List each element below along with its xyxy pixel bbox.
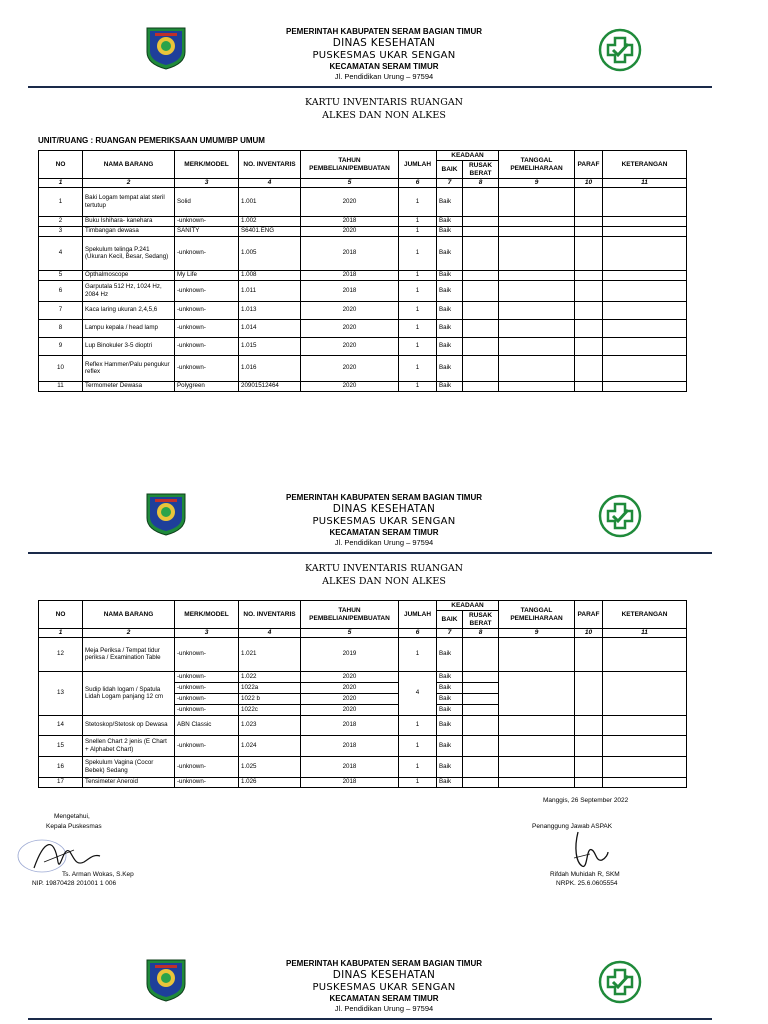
cell-merk: -unknown- [175,319,239,337]
cell-rusak [463,381,499,391]
table-row [39,756,687,777]
cell-no: 5 [39,270,83,280]
cell-keterangan [603,337,687,355]
cell-jumlah: 1 [399,301,437,319]
cell-baik: Baik [437,735,463,756]
right-signature [566,828,610,872]
cell-baik: Baik [437,270,463,280]
cell-nama: Lampu kepala / head lamp [83,319,175,337]
cell-baik: Baik [437,355,463,381]
table-row [39,270,687,280]
cell-keterangan [603,301,687,319]
cell-baik: Baik [437,756,463,777]
cell-nama: Snellen Chart 2 jenis (E Chart + Alphabet Chart) [83,735,175,756]
cell-no: 14 [39,715,83,735]
cell-no: 12 [39,637,83,671]
health-cross-icon [598,960,642,1004]
cell-merk: -unknown- [175,280,239,301]
header-rule [28,86,712,88]
cell-merk: ABN Classic [175,715,239,735]
col-tahun: TAHUN PEMBELIAN/PEMBUATAN [301,151,399,179]
health-cross-icon [598,28,642,72]
cell-tanggal [499,280,575,301]
cell-jumlah: 1 [399,337,437,355]
puskesmas-name: PUSKESMAS UKAR SENGAN [312,50,456,61]
cell-inventaris: 1.016 [239,355,301,381]
cell-tahun: 2020 [301,337,399,355]
column-number-row: 1 2 3 4 5 6 7 8 9 10 11 [39,179,687,188]
cell-paraf [575,735,603,756]
cell-tahun: 2018 [301,735,399,756]
table-row [39,777,687,787]
cell-tahun: 2020 [301,301,399,319]
district-name: KECAMATAN SERAM TIMUR [329,528,439,537]
cell-paraf [575,280,603,301]
dept-name: DINAS KESEHATAN [332,503,436,515]
col-keadaan: KEADAAN [437,601,499,611]
cell-keterangan [603,216,687,226]
right-sign-name: Rifdah Muhidah R, SKM [550,871,620,878]
cell-tahun: 2020 [301,682,399,693]
cell-tahun: 2018 [301,216,399,226]
cell-paraf [575,355,603,381]
cell-paraf [575,216,603,226]
table-row [39,319,687,337]
cell-nama: Spekulum Vagina (Cocor Bebek) Sedang [83,756,175,777]
cell-nama: Spekulum telinga P.241 (Ukuran Kecil, Besar, Sedang) [83,236,175,270]
cell-tahun: 2020 [301,381,399,391]
gov-name: PEMERINTAH KABUPATEN SERAM BAGIAN TIMUR [286,27,482,36]
cell-inventaris: 1.005 [239,236,301,270]
cell-keterangan [603,756,687,777]
cell-nama: Reflex Hammer/Palu pengukur reflex [83,355,175,381]
cell-jumlah: 1 [399,777,437,787]
cell-no: 2 [39,216,83,226]
col-inventaris: NO. INVENTARIS [239,151,301,179]
cell-keterangan [603,777,687,787]
cell-no: 15 [39,735,83,756]
table-row [39,236,687,270]
cell-inventaris: 20901512464 [239,381,301,391]
cell-tanggal [499,777,575,787]
cell-tanggal [499,216,575,226]
cell-merk: -unknown- [175,735,239,756]
cell-inventaris: 1.002 [239,216,301,226]
header-rule [28,552,712,554]
cell-inventaris: 1.024 [239,735,301,756]
cell-jumlah: 1 [399,226,437,236]
cell-nama: Opthalmoscope [83,270,175,280]
cell-no: 4 [39,236,83,270]
cell-no: 13 [39,671,83,715]
cell-inventaris: 1.026 [239,777,301,787]
cell-baik: Baik [437,637,463,671]
table-row [39,381,687,391]
cell-inventaris: S6401.ENG [239,226,301,236]
cell-paraf [575,187,603,216]
cell-tahun: 2018 [301,756,399,777]
cell-tahun: 2020 [301,693,399,704]
gov-name: PEMERINTAH KABUPATEN SERAM BAGIAN TIMUR [286,493,482,502]
cell-nama: Lup Binokuler 3-5 dioptri [83,337,175,355]
cell-tahun: 2020 [301,319,399,337]
cell-tahun: 2020 [301,226,399,236]
puskesmas-name: PUSKESMAS UKAR SENGAN [312,516,456,527]
cell-tanggal [499,337,575,355]
right-sign-nip: NRPK. 25.6.0605554 [556,880,618,887]
table-row [39,280,687,301]
cell-jumlah: 1 [399,735,437,756]
cell-keterangan [603,270,687,280]
cell-inventaris: 1.008 [239,270,301,280]
col-nama: NAMA BARANG [83,151,175,179]
cell-keterangan [603,319,687,337]
cell-baik: Baik [437,187,463,216]
card-title-line2: ALKES DAN NON ALKES [322,576,446,587]
cell-paraf [575,715,603,735]
cell-jumlah: 4 [399,671,437,715]
cell-nama: Baki Logam tempat alat steril tertutup [83,187,175,216]
cell-rusak [463,236,499,270]
cell-no: 11 [39,381,83,391]
cell-rusak [463,756,499,777]
cell-tanggal [499,756,575,777]
col-merk: MERK/MODEL [175,601,239,629]
cell-merk: Solid [175,187,239,216]
cell-rusak [463,319,499,337]
cell-merk: -unknown- [175,637,239,671]
cell-rusak [463,187,499,216]
inventory-page-2 [0,466,768,887]
cell-nama: Meja Periksa / Tempat tidur periksa / Examination Table [83,637,175,671]
cell-tanggal [499,187,575,216]
cell-paraf [575,637,603,671]
cell-nama: Tensimeter Aneroid [83,777,175,787]
cell-rusak [463,270,499,280]
cell-paraf [575,319,603,337]
table-row [39,337,687,355]
col-baik: BAIK [437,161,463,179]
cell-rusak [463,682,499,693]
address: Jl. Pendidikan Urung – 97594 [334,1004,434,1013]
cell-rusak [463,715,499,735]
column-number-row: 1 2 3 4 5 6 7 8 9 10 11 [39,629,687,638]
cell-nama: Buku Ishihara- kanehara [83,216,175,226]
cell-tahun: 2020 [301,671,399,682]
cell-no: 17 [39,777,83,787]
cell-no: 1 [39,187,83,216]
cell-merk: SANITY [175,226,239,236]
cell-merk: -unknown- [175,236,239,270]
cell-paraf [575,381,603,391]
table-row [39,637,687,671]
table-row [39,671,687,682]
cell-inventaris: 1.021 [239,637,301,671]
card-title-line1: KARTU INVENTARIS RUANGAN [304,97,463,108]
cell-inventaris: 1.011 [239,280,301,301]
cell-merk: -unknown- [175,704,239,715]
cell-merk: -unknown- [175,301,239,319]
inventory-table [38,600,687,788]
cell-rusak [463,280,499,301]
cell-keterangan [603,280,687,301]
col-jumlah: JUMLAH [399,601,437,629]
cell-no: 10 [39,355,83,381]
cell-paraf [575,270,603,280]
address: Jl. Pendidikan Urung – 97594 [334,72,434,81]
cell-keterangan [603,671,687,715]
col-inventaris: NO. INVENTARIS [239,601,301,629]
unit-room: UNIT/RUANG : RUANGAN PEMERIKSAAN UMUM/BP UMUM [38,136,265,145]
cell-rusak [463,671,499,682]
cell-baik: Baik [437,693,463,704]
cell-tanggal [499,236,575,270]
left-sign-label1: Mengetahui, [54,813,90,820]
cell-no: 3 [39,226,83,236]
cell-keterangan [603,355,687,381]
cell-keterangan [603,735,687,756]
dept-name: DINAS KESEHATAN [332,37,436,49]
cell-nama: Stetoskop/Stetosk op Dewasa [83,715,175,735]
cell-tahun: 2018 [301,280,399,301]
cell-jumlah: 1 [399,381,437,391]
cell-nama: Termometer Dewasa [83,381,175,391]
cell-tahun: 2019 [301,637,399,671]
letterhead [0,932,768,1020]
inventory-page-3 [0,932,768,1020]
col-merk: MERK/MODEL [175,151,239,179]
cell-jumlah: 1 [399,270,437,280]
address: Jl. Pendidikan Urung – 97594 [334,538,434,547]
cell-rusak [463,693,499,704]
cell-paraf [575,236,603,270]
cell-keterangan [603,381,687,391]
cell-paraf [575,301,603,319]
cell-jumlah: 1 [399,319,437,337]
table-row [39,216,687,226]
cell-rusak [463,216,499,226]
district-name: KECAMATAN SERAM TIMUR [329,994,439,1003]
cell-keterangan [603,637,687,671]
inventory-page-1 [0,0,768,392]
cell-merk: -unknown- [175,216,239,226]
cell-rusak [463,355,499,381]
cell-inventaris: 1.014 [239,319,301,337]
cell-baik: Baik [437,236,463,270]
cell-rusak [463,704,499,715]
cell-keterangan [603,226,687,236]
card-title [0,562,768,588]
cell-tanggal [499,270,575,280]
cell-tahun: 2018 [301,270,399,280]
gov-name: PEMERINTAH KABUPATEN SERAM BAGIAN TIMUR [286,959,482,968]
inventory-table [38,150,687,392]
card-title-line2: ALKES DAN NON ALKES [322,110,446,121]
left-sign-label2: Kepala Puskesmas [46,823,102,830]
cell-baik: Baik [437,337,463,355]
cell-baik: Baik [437,704,463,715]
cell-no: 6 [39,280,83,301]
cell-tahun: 2018 [301,236,399,270]
cell-tanggal [499,715,575,735]
cell-rusak [463,777,499,787]
cell-tahun: 2018 [301,715,399,735]
cell-baik: Baik [437,777,463,787]
cell-rusak [463,337,499,355]
cell-tanggal [499,381,575,391]
col-keterangan: KETERANGAN [603,151,687,179]
cell-nama: Kaca laring ukuran 2,4,5,6 [83,301,175,319]
district-name: KECAMATAN SERAM TIMUR [329,62,439,71]
cell-merk: My Life [175,270,239,280]
cell-jumlah: 1 [399,355,437,381]
cell-paraf [575,337,603,355]
cell-tanggal [499,671,575,715]
cell-inventaris: 1.025 [239,756,301,777]
cell-baik: Baik [437,715,463,735]
cell-inventaris: 1.022 [239,671,301,682]
cell-inventaris: 1.013 [239,301,301,319]
col-nama: NAMA BARANG [83,601,175,629]
col-jumlah: JUMLAH [399,151,437,179]
table-row [39,301,687,319]
table-row [39,355,687,381]
cell-inventaris: 1.023 [239,715,301,735]
letterhead [0,0,768,88]
cell-tanggal [499,735,575,756]
cell-nama: Sudip lidah logam / Spatula Lidah Logam panjang 12 cm [83,671,175,715]
cell-inventaris: 1.015 [239,337,301,355]
col-rusak: RUSAK BERAT [463,161,499,179]
cell-merk: -unknown- [175,337,239,355]
cell-inventaris: 1022a [239,682,301,693]
cell-merk: -unknown- [175,355,239,381]
col-rusak: RUSAK BERAT [463,611,499,629]
col-keadaan: KEADAAN [437,151,499,161]
cell-tahun: 2020 [301,355,399,381]
cell-keterangan [603,187,687,216]
letterhead [0,466,768,554]
cell-no: 7 [39,301,83,319]
cell-no: 8 [39,319,83,337]
header-rule [28,1018,712,1020]
cell-merk: -unknown- [175,777,239,787]
table-row [39,226,687,236]
cell-paraf [575,777,603,787]
cell-inventaris: 1022c [239,704,301,715]
cell-baik: Baik [437,226,463,236]
cell-jumlah: 1 [399,637,437,671]
card-title [0,96,768,122]
cell-jumlah: 1 [399,216,437,226]
col-paraf: PARAF [575,601,603,629]
cell-no: 9 [39,337,83,355]
cell-merk: -unknown- [175,756,239,777]
health-cross-icon [598,494,642,538]
cell-tanggal [499,637,575,671]
cell-tanggal [499,319,575,337]
cell-tahun: 2020 [301,704,399,715]
col-tanggal: TANGGAL PEMELIHARAAN [499,151,575,179]
cell-merk: Polygreen [175,381,239,391]
cell-inventaris: 1.001 [239,187,301,216]
left-sign-name: Ts. Arman Wokas, S.Kep [62,871,134,878]
cell-merk: -unknown- [175,682,239,693]
left-sign-nip: NIP. 19870428 201001 1 006 [32,880,117,887]
cell-tanggal [499,301,575,319]
dept-name: DINAS KESEHATAN [332,969,436,981]
cell-jumlah: 1 [399,187,437,216]
cell-tahun: 2020 [301,187,399,216]
cell-rusak [463,301,499,319]
cell-jumlah: 1 [399,715,437,735]
cell-keterangan [603,715,687,735]
cell-baik: Baik [437,381,463,391]
cell-paraf [575,756,603,777]
cell-paraf [575,671,603,715]
card-title-line1: KARTU INVENTARIS RUANGAN [304,563,463,574]
cell-tanggal [499,226,575,236]
cell-tanggal [499,355,575,381]
cell-jumlah: 1 [399,280,437,301]
right-sign-label: Penanggung Jawab ASPAK [532,823,613,830]
cell-baik: Baik [437,671,463,682]
cell-nama: Timbangan dewasa [83,226,175,236]
cell-baik: Baik [437,301,463,319]
col-tanggal: TANGGAL PEMELIHARAAN [499,601,575,629]
col-keterangan: KETERANGAN [603,601,687,629]
cell-paraf [575,226,603,236]
col-no: NO [39,151,83,179]
place-date: Manggis, 26 September 2022 [543,797,629,804]
cell-tahun: 2018 [301,777,399,787]
cell-baik: Baik [437,682,463,693]
cell-merk: -unknown- [175,671,239,682]
cell-no: 16 [39,756,83,777]
cell-inventaris: 1022 b [239,693,301,704]
table-row [39,187,687,216]
col-no: NO [39,601,83,629]
cell-rusak [463,226,499,236]
cell-merk: -unknown- [175,693,239,704]
cell-baik: Baik [437,319,463,337]
puskesmas-name: PUSKESMAS UKAR SENGAN [312,982,456,993]
cell-keterangan [603,236,687,270]
col-tahun: TAHUN PEMBELIAN/PEMBUATAN [301,601,399,629]
col-baik: BAIK [437,611,463,629]
cell-baik: Baik [437,216,463,226]
table-row [39,715,687,735]
cell-jumlah: 1 [399,756,437,777]
cell-rusak [463,735,499,756]
cell-baik: Baik [437,280,463,301]
cell-rusak [463,637,499,671]
table-row [39,735,687,756]
cell-jumlah: 1 [399,236,437,270]
col-paraf: PARAF [575,151,603,179]
cell-nama: Garputala 512 Hz, 1024 Hz, 2084 Hz [83,280,175,301]
